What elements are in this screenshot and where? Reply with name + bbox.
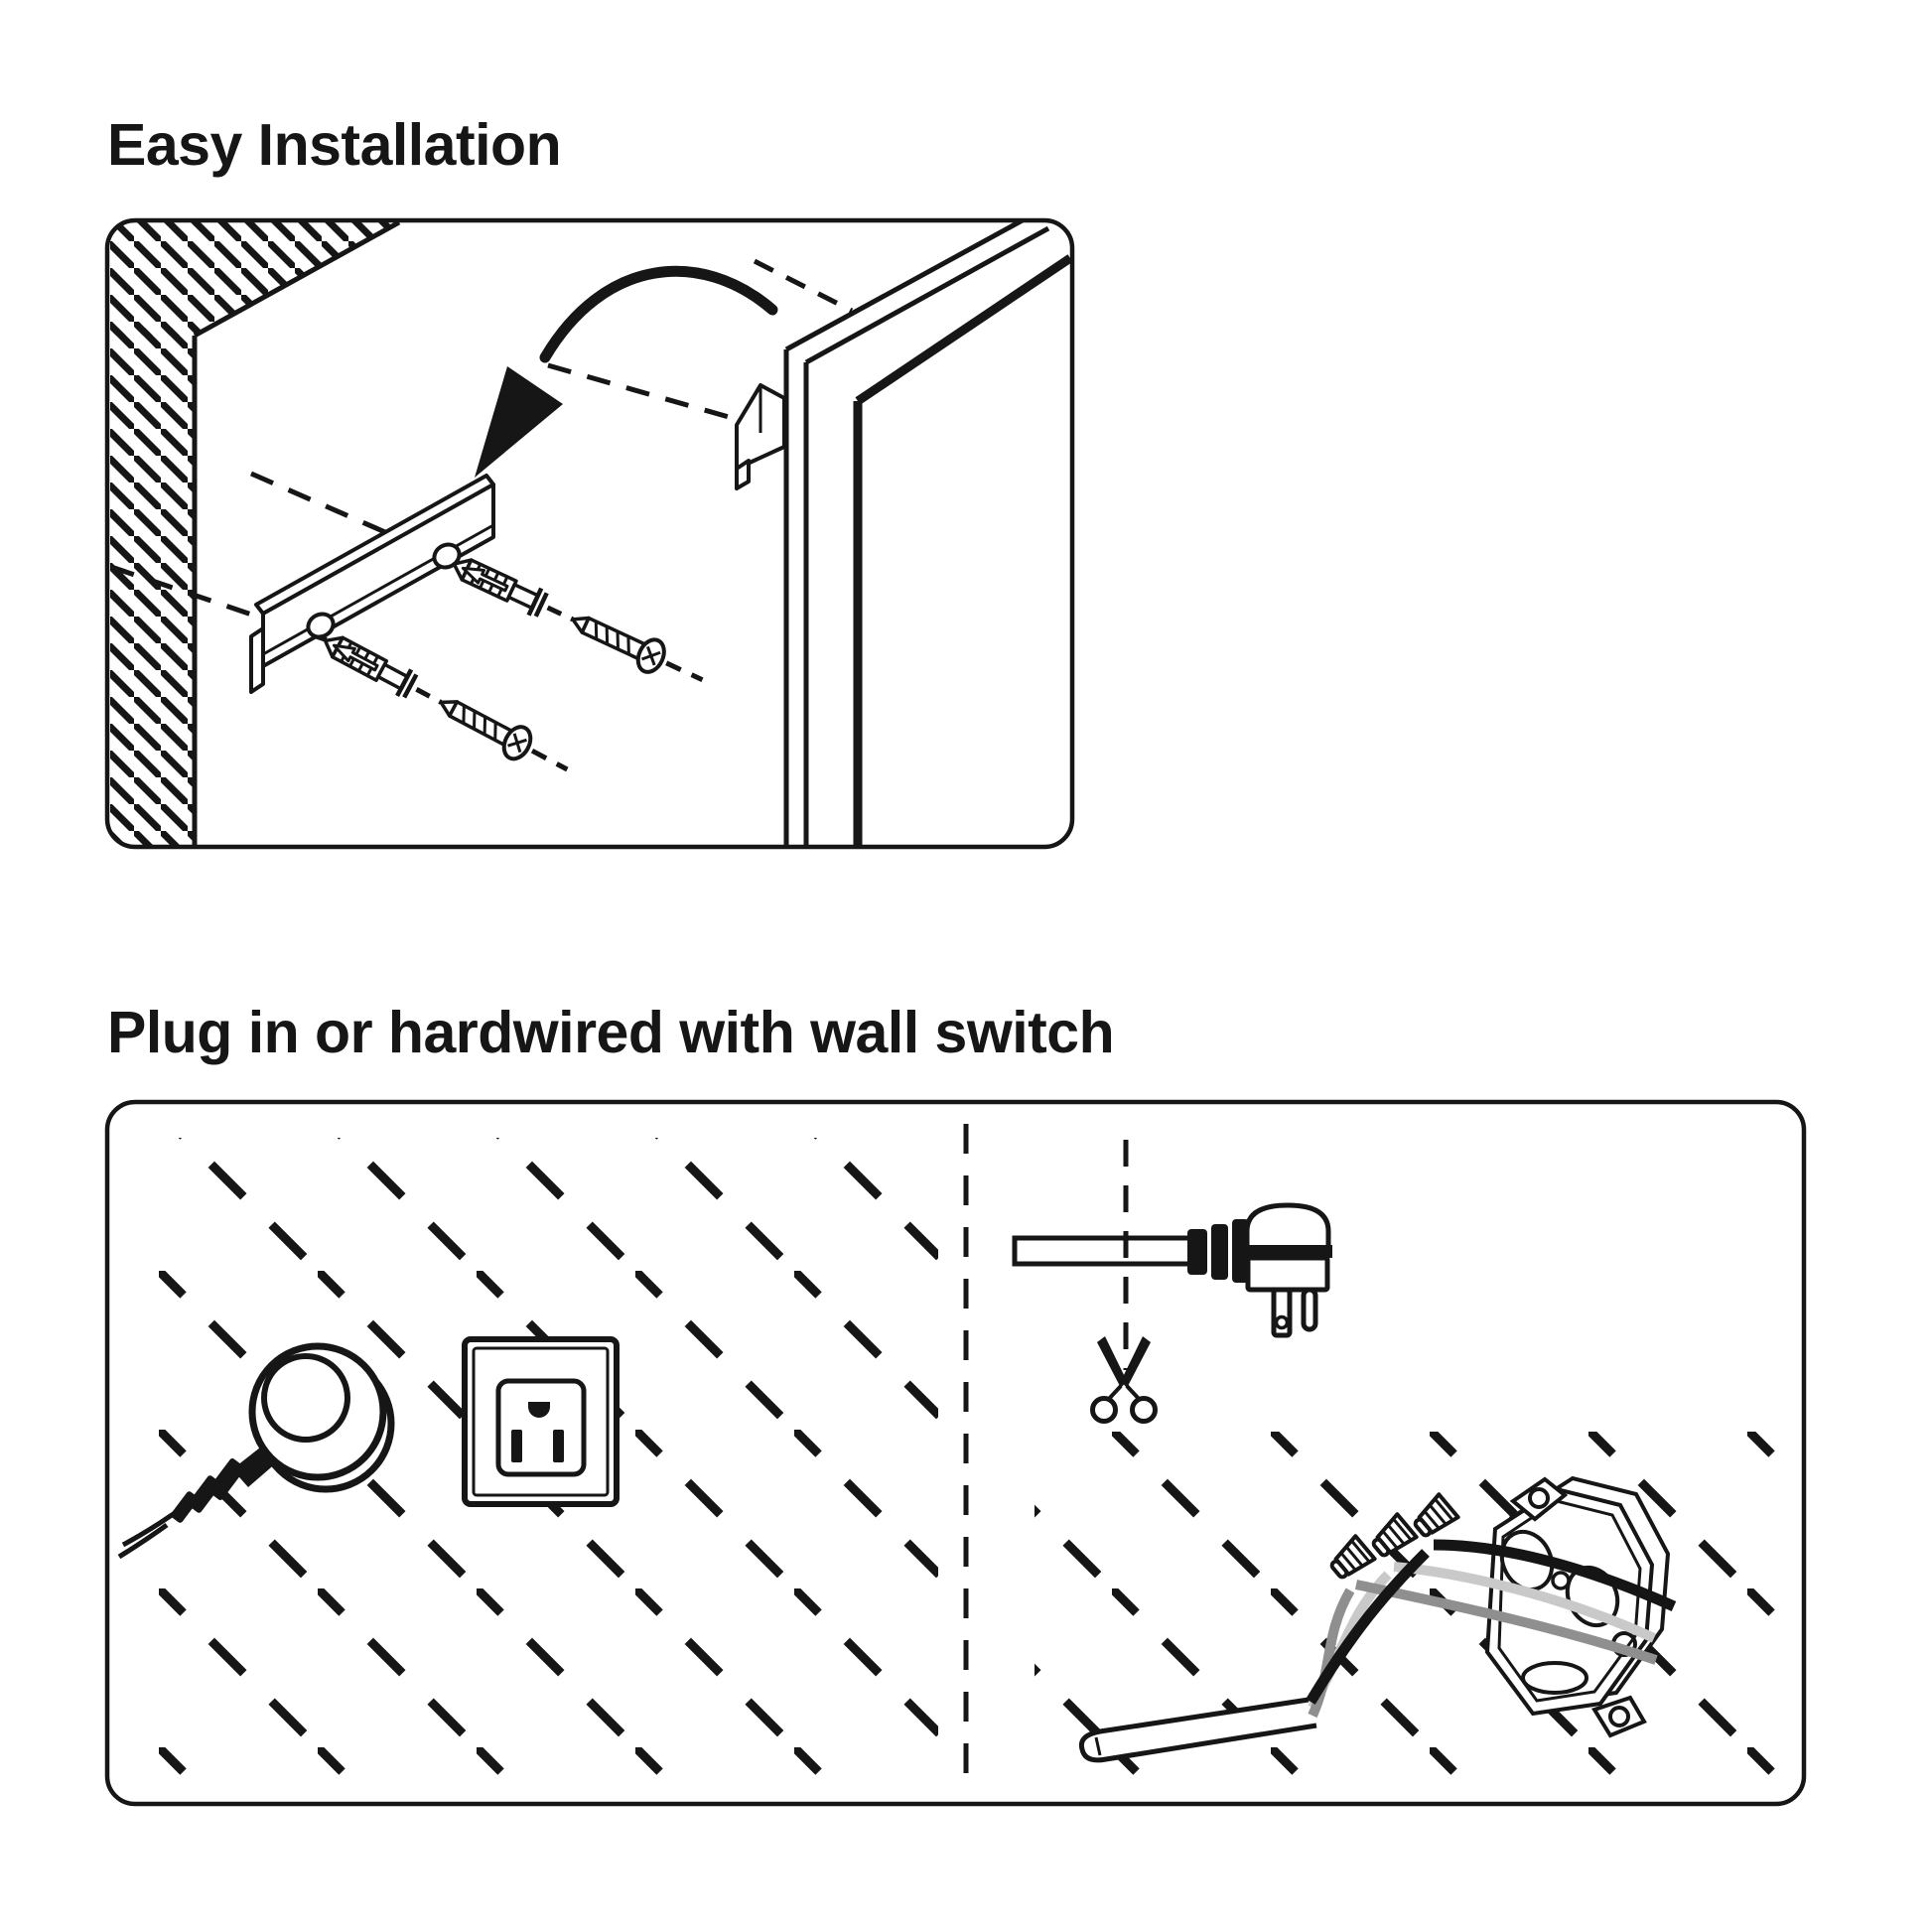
outlet-slot [553, 1430, 564, 1462]
outlet-slot [511, 1430, 522, 1462]
power-cord [1015, 1238, 1191, 1264]
easy-installation-panel [107, 210, 1072, 847]
section-title-plug-or-hardwired: Plug in or hardwired with wall switch [107, 1000, 1115, 1065]
plug-or-hardwired-panel [107, 1102, 1804, 1804]
panel-border [107, 220, 1072, 847]
section-title-easy-installation: Easy Installation [107, 112, 562, 178]
wall-outlet [465, 1339, 617, 1504]
